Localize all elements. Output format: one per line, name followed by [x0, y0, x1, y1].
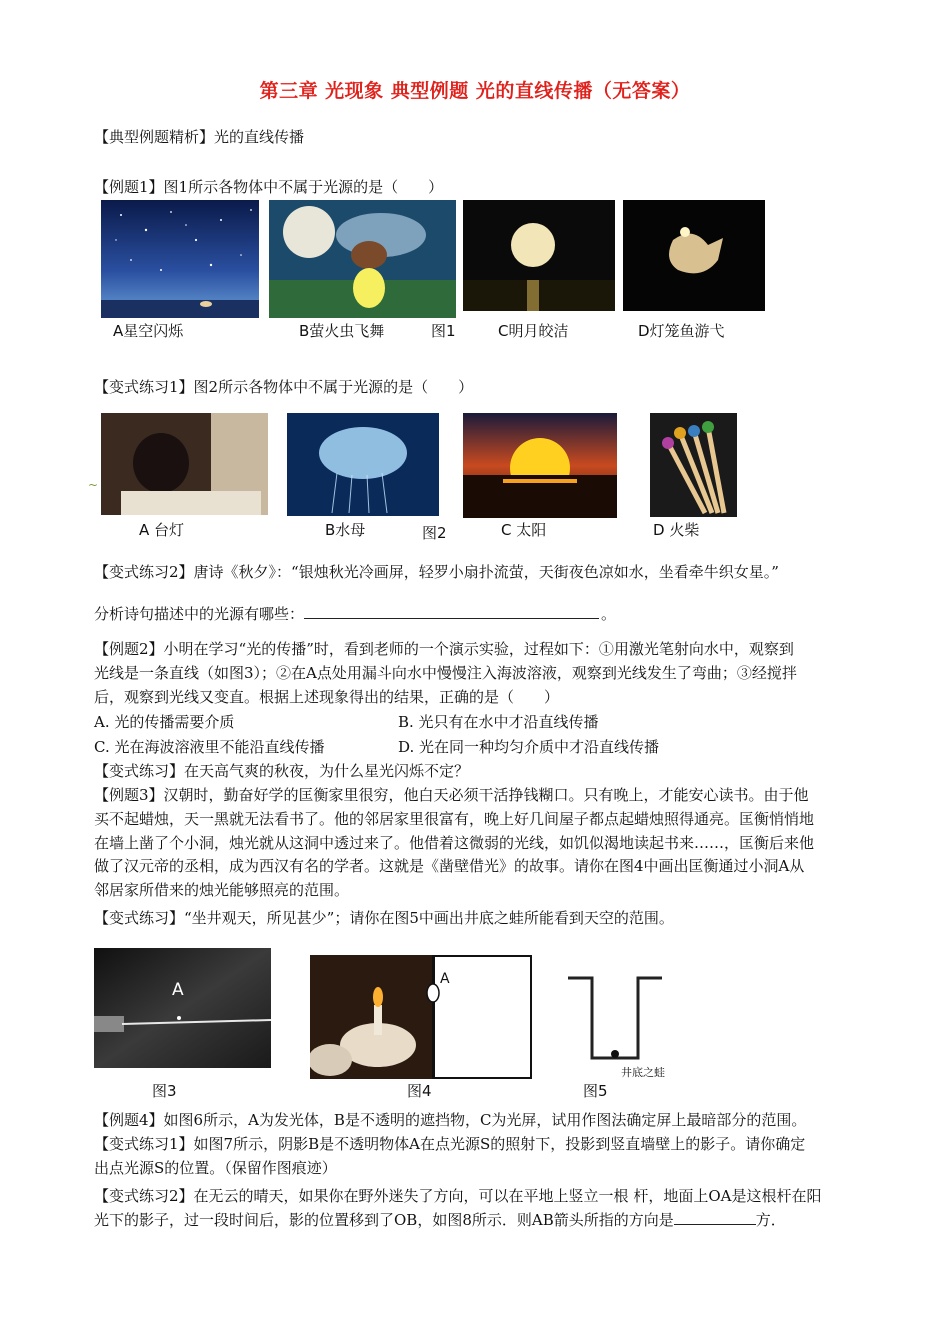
figure4-label: 图4: [407, 1082, 432, 1100]
figure5-well-diagram: [568, 970, 668, 1070]
point-a-fig4: A: [440, 971, 450, 987]
figure4-image: [310, 955, 532, 1079]
starry-sky-image: [101, 200, 259, 318]
option-c: C. 光在海波溶液里不能沿直线传播: [94, 738, 325, 756]
example3-line: 在墙上凿了个小洞，烛光就从这洞中透过来了。他借着这微弱的光线，如饥似渴地读起书来……，匡衡后来他: [94, 833, 815, 852]
matches-image: [650, 413, 737, 517]
example2-block: [94, 638, 797, 709]
example3-block: [94, 784, 814, 903]
sunset-image: [463, 413, 617, 518]
frog-label: 井底之蛙: [621, 1066, 665, 1079]
answer-blank[interactable]: [304, 604, 599, 619]
variant2-end: 。: [601, 605, 617, 623]
variant2-question: 【变式练习2】唐诗《秋夕》：“银烛秋光冷画屏，轻罗小扇扑流萤，天街夜色凉如水，坐看牵牛织女星。”: [94, 563, 779, 581]
section-heading: 【典型例题精析】光的直线传播: [94, 128, 305, 146]
example1-caption-b: B萤火虫飞舞: [299, 322, 385, 340]
variant5-line: 出点光源S的位置。（保留作图痕迹）: [94, 1158, 337, 1177]
variant4-question: 【变式练习】“坐井观天，所见甚少”；请你在图5中画出井底之蛙所能看到天空的范围。: [94, 909, 674, 927]
option-a: A. 光的传播需要介质: [94, 713, 235, 731]
page-title: 第三章 光现象 典型例题 光的直线传播（无答案）: [259, 80, 691, 102]
variant1-caption-b: B水母: [325, 521, 366, 539]
variant6-line2: [94, 1208, 786, 1232]
example1-caption-c: C明月皎洁: [498, 322, 569, 340]
variant2-prompt: 分析诗句描述中的光源有哪些：: [94, 605, 305, 623]
example1-caption-d: D灯笼鱼游弋: [638, 322, 725, 340]
lanternfish-image: [623, 200, 765, 311]
example2-line: 后，观察到光线又变直。根据上述现象得出的结果，正确的是（ ）: [94, 687, 560, 706]
variant5-line: 【变式练习1】如图7所示，阴影B是不透明物体A在点光源S的照射下，投影到竖直墙壁上的影子。请你确定: [94, 1135, 806, 1153]
variant1-caption-a: A 台灯: [139, 521, 185, 539]
variant1-caption-d: D 火柴: [653, 521, 700, 539]
option-b: B. 光只有在水中才沿直线传播: [398, 713, 599, 731]
example2-line: 光线是一条直线（如图3）；②在A点处用漏斗向水中慢慢注入海波溶液，观察到光线发生了弯曲；③经搅拌: [94, 663, 797, 682]
variant5-block: [94, 1133, 805, 1181]
figure2-label: 图2: [422, 524, 447, 542]
figure3-label: 图3: [152, 1082, 177, 1100]
stray-mark: ~: [88, 478, 99, 492]
figure5-label: 图5: [583, 1082, 608, 1100]
variant6-line2-end: 方．: [755, 1211, 786, 1229]
example3-line: 买不起蜡烛，天一黑就无法看书了。他的邻居家里很富有，晚上好几间屋子都点起蜡烛照得通亮。匡衡悄悄地: [94, 809, 815, 828]
figure3-image: [94, 948, 271, 1068]
direction-blank[interactable]: [674, 1210, 756, 1225]
example3-line: 做了汉元帝的丞相，成为西汉有名的学者。这就是《凿壁借光》的故事。请你在图4中画出匡衡通过小洞A从: [94, 857, 805, 876]
example3-line: 邻居家所借来的烛光能够照亮的范围。: [94, 881, 350, 900]
example2-line: 【例题2】小明在学习“光的传播”时，看到老师的一个演示实验，过程如下：①用激光笔射向水中，观察到: [94, 640, 794, 658]
figure1-label: 图1: [431, 322, 456, 340]
example3-line: 【例题3】汉朝时，勤奋好学的匡衡家里很穷，他白天必须干活挣钱糊口。只有晚上，才能安心读书。由于他: [94, 786, 809, 804]
example4-question: 【例题4】如图6所示，A为发光体，B是不透明的遮挡物，C为光屏，试用作图法确定屏上最暗部分的范围。: [94, 1111, 807, 1129]
variant2-prompt-line: [94, 602, 616, 626]
example1-question: 【例题1】图1所示各物体中不属于光源的是（ ）: [94, 178, 444, 196]
firefly-image: [269, 200, 456, 318]
desk-lamp-image: [101, 413, 268, 515]
variant3-question: 【变式练习】在天高气爽的秋夜，为什么星光闪烁不定？: [94, 762, 470, 780]
point-a-fig3: A: [172, 980, 184, 1000]
variant1-question: 【变式练习1】图2所示各物体中不属于光源的是（ ）: [94, 378, 474, 396]
example1-caption-a: A星空闪烁: [113, 322, 184, 340]
jellyfish-image: [287, 413, 439, 516]
variant6-line2-text: 光下的影子，过一段时间后，影的位置移到了OB，如图8所示．则AB箭头所指的方向是: [94, 1211, 674, 1229]
moon-image: [463, 200, 615, 311]
variant6-line1: 【变式练习2】在无云的晴天，如果你在野外迷失了方向，可以在平地上竖立一根 杆，地面上OA是这根杆在阳: [94, 1187, 822, 1205]
option-d: D. 光在同一种均匀介质中才沿直线传播: [398, 738, 660, 756]
variant1-caption-c: C 太阳: [501, 521, 547, 539]
